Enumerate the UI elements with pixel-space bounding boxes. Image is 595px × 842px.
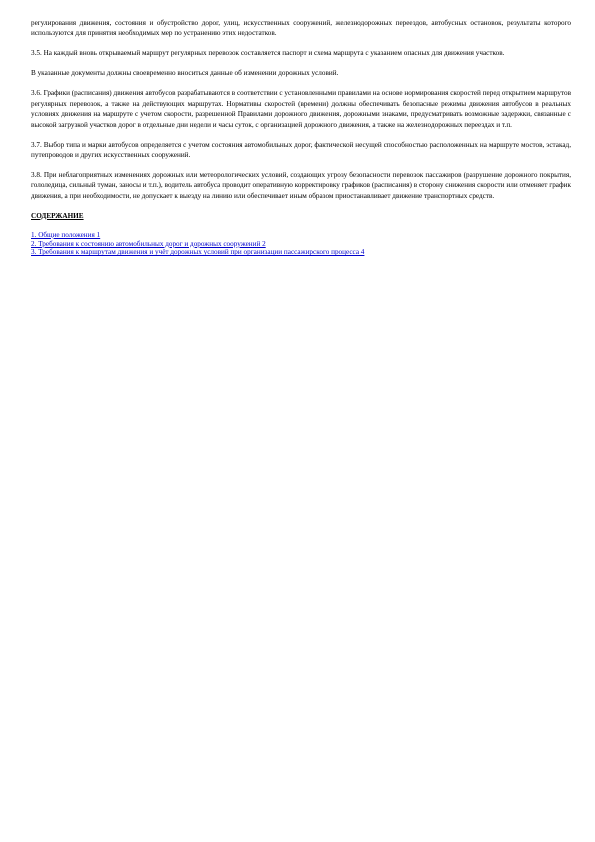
paragraph-3-8-adverse-conditions: 3.8. При неблагоприятных изменениях дорожных или метеорологических условий, создающих угрозу безопасности перевозок пассажиров (разрушение дорожного покрытия, гололедица, сильный туман, заносы и т.п.), водитель автобуса проводит оперативную корректировку графиков (расписания) в сторону снижения скорости или отменяет график движения, а при необходимости, не допускает к выезду на линию или обеспечивает иным образом приостанавливает движение транспортных средств. [31, 171, 571, 200]
paragraph-3-7-bus-type: 3.7. Выбор типа и марки автобусов определяется с учетом состояния автомобильных дорог, фактической несущей способностью расположенных на маршруте мостов, эстакад, путепроводов и других искусственных сооружений. [31, 140, 571, 160]
toc-item [31, 248, 571, 257]
paragraph-3-6-schedules: 3.6. Графики (расписания) движения автобусов разрабатываются в соответствии с установленными правилами на основе нормирования скоростей перед открытием маршрутов регулярных перевозок, а также на действующих маршрутах. Нормативы скоростей (времени) должны обеспечивать безопасные режимы движения автобусов в реальных условиях движения на маршруте с учетом скорости, разрешенной Правилами дорожного движения, дорожными знаками, предусматривать возможные задержки, связанные с высокой загрузкой участков дорог в отдельные дни недели и часы суток, с организацией дорожного движения, а также на железнодорожных переездах и т.п. [31, 89, 571, 129]
toc-link-road-requirements[interactable]: 2. Требования к состоянию автомобильных дорог и дорожных сооружений 2 [31, 239, 266, 248]
paragraph-3-5-route-passport: 3.5. На каждый вновь открываемый маршрут регулярных перевозок составляется паспорт и схема маршрута с указанием опасных для движения участков. [31, 49, 505, 58]
paragraph-road-conditions-continued: регулирования движения, состояния и обустройство дорог, улиц, искусственных сооружений, железнодорожных переездов, автобусных остановок, результаты которого используются для принятия необходимых мер по устранению этих недостатков. [31, 19, 571, 38]
toc-link-general-provisions[interactable]: 1. Общие положения 1 [31, 230, 101, 239]
toc-link-route-requirements[interactable]: 3. Требования к маршрутам движения и учёт дорожных условий при организации пассажирского процесса 4 [31, 248, 365, 257]
paragraph-document-updates: В указанные документы должны своевременно вноситься данные об изменении дорожных условий. [31, 69, 339, 78]
toc-title: СОДЕРЖАНИЕ [31, 211, 84, 220]
document-page [31, 18, 571, 257]
table-of-contents [31, 231, 571, 257]
toc-item [31, 240, 571, 249]
toc-item [31, 231, 571, 240]
